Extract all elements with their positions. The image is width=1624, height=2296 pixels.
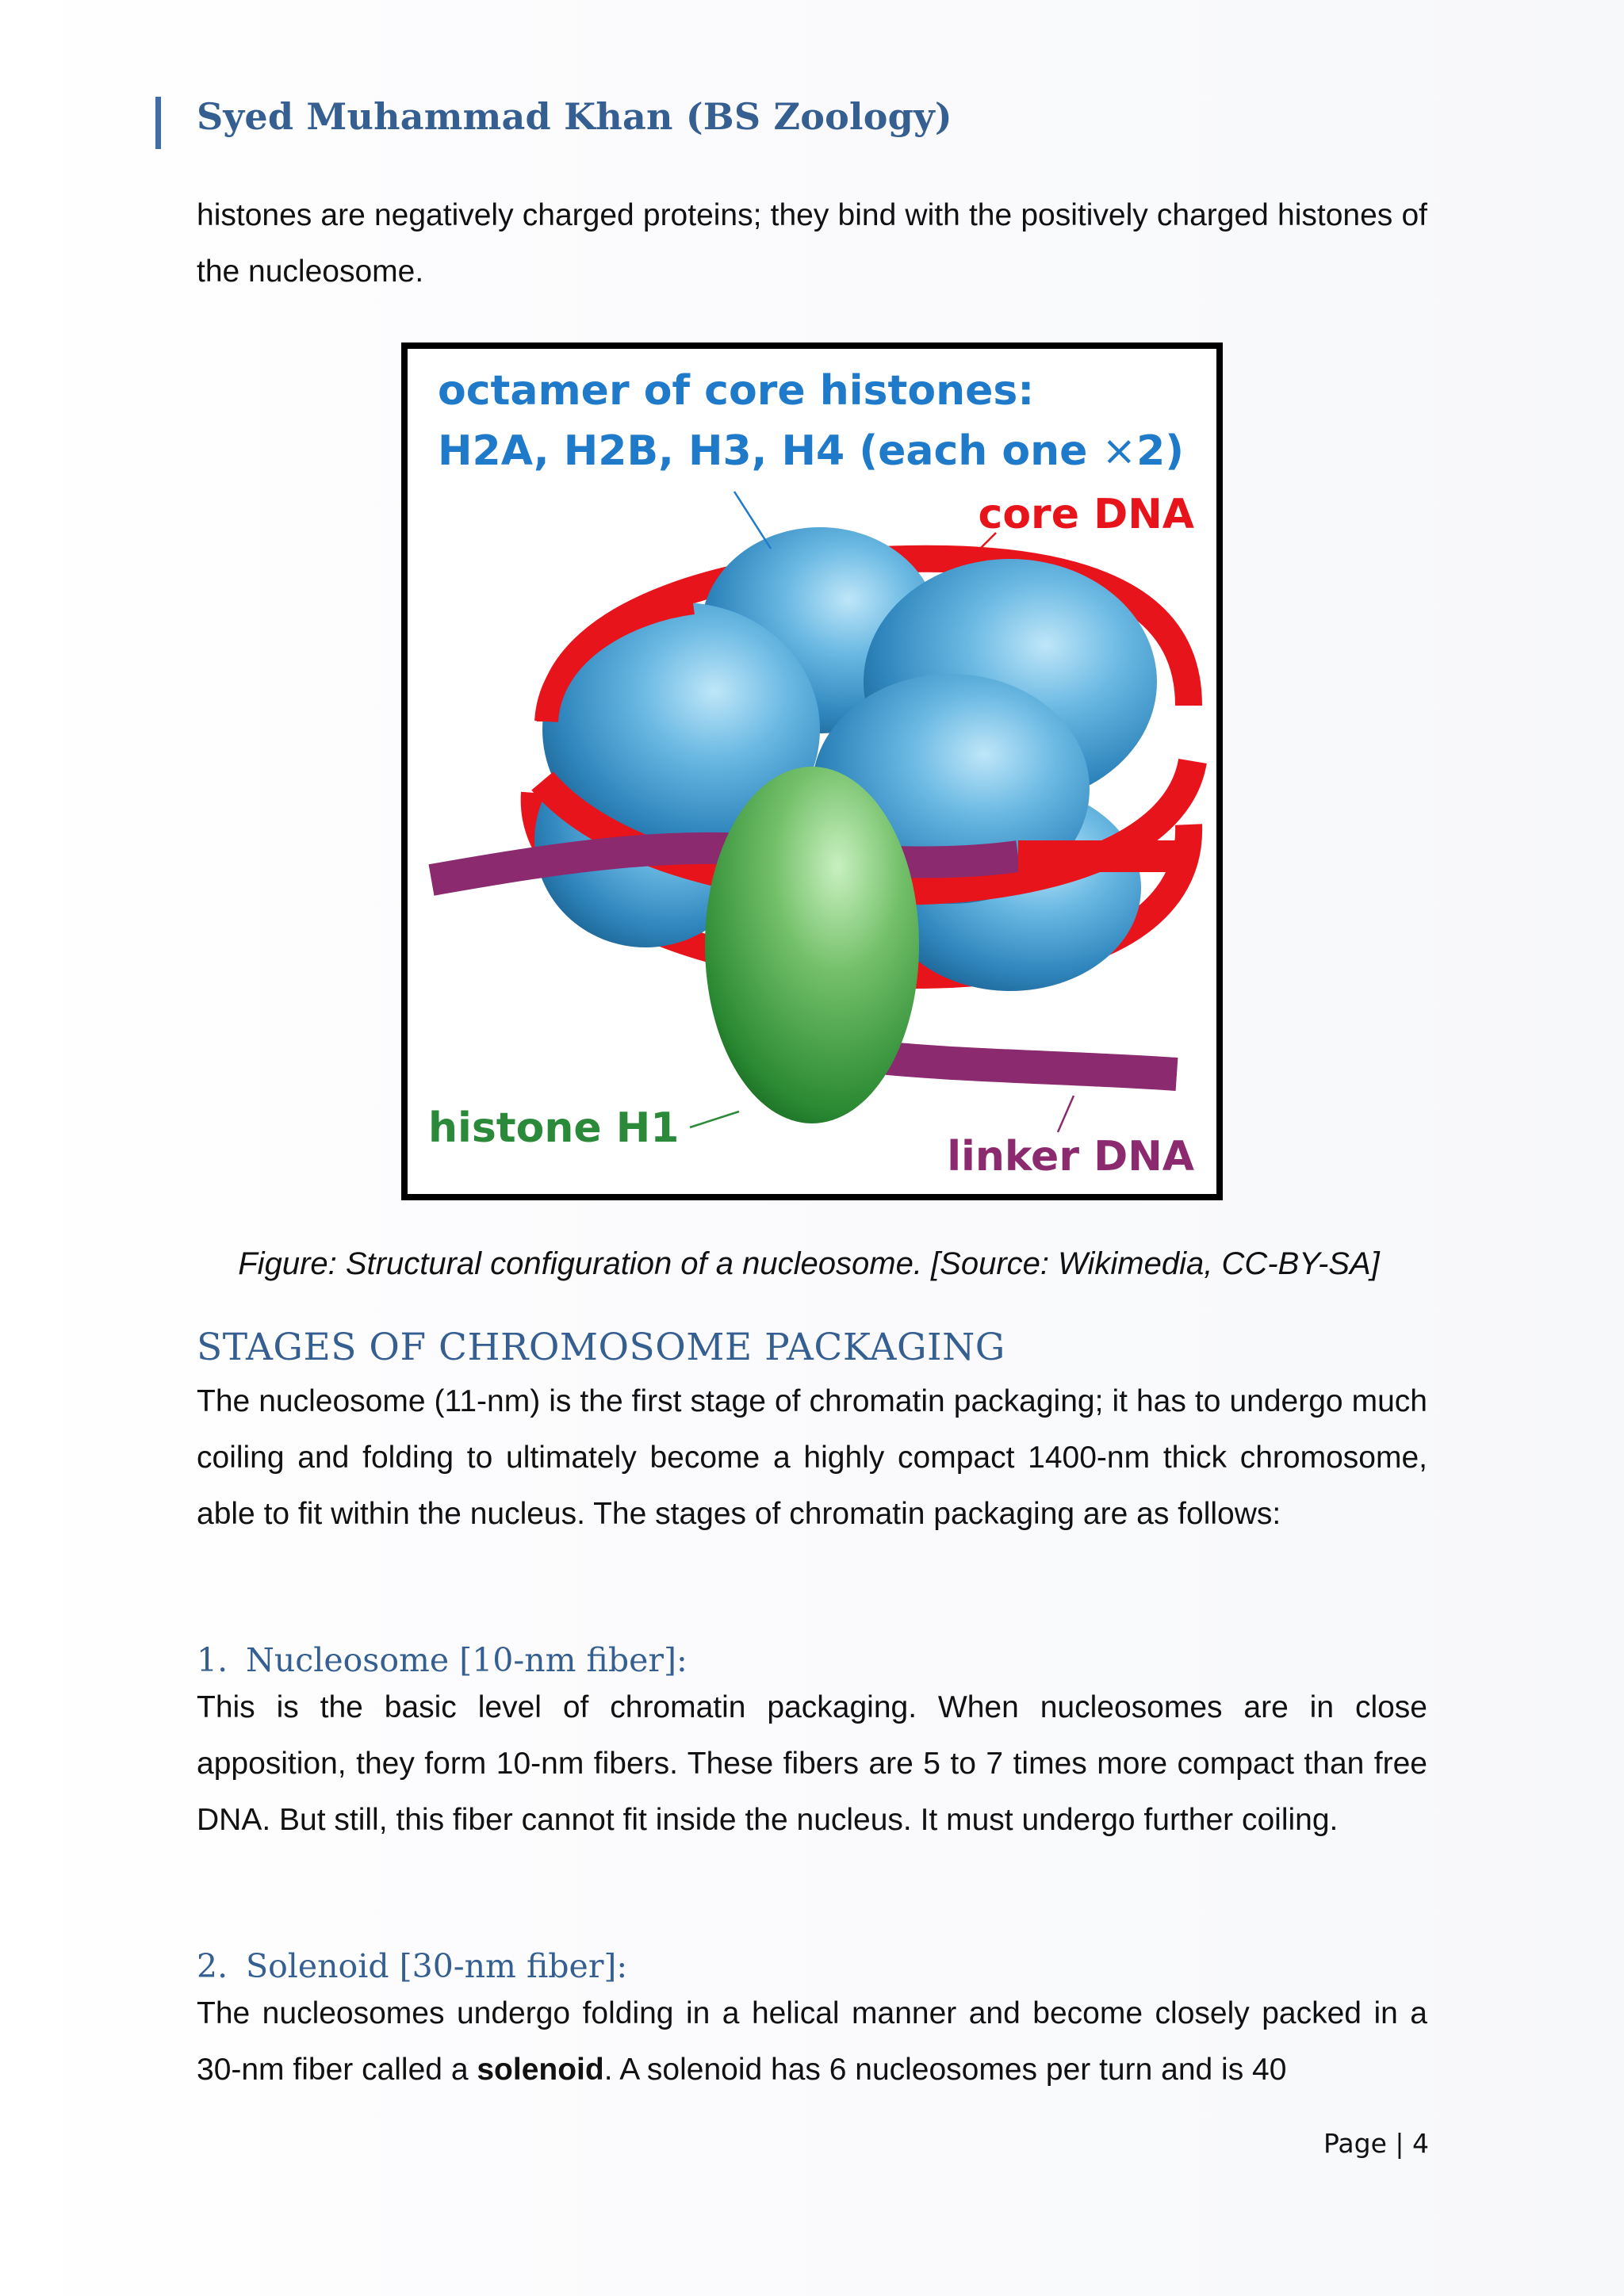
stage-2-text: The nucleosomes undergo folding in a helical manner and become closely packed in a 30-nm fiber called a <box>197 1996 1427 2087</box>
stage-1-heading <box>197 1641 688 1679</box>
stage-number: 2. <box>197 1947 228 1985</box>
core-dna-label: core DNA <box>978 491 1194 538</box>
solenoid-term: solenoid <box>477 2053 604 2087</box>
page-number: Page | 4 <box>1323 2128 1429 2159</box>
header-accent-bar <box>155 97 161 149</box>
section-intro-paragraph: The nucleosome (11-nm) is the first stage of chromatin packaging; it has to undergo much coiling and folding to ultimately become a highly compact 1400-nm thick chromosome, able to fit within the nucleus. The stages of chromatin packaging are as follows: <box>197 1384 1427 1531</box>
stage-2-text-end: . A solenoid has 6 nucleosomes per turn and is 40 <box>603 2053 1287 2087</box>
intro-paragraph: histones are negatively charged proteins; they bind with the positively charged histones of the nucleosome. <box>197 198 1427 289</box>
figure-caption: Figure: Structural configuration of a nucleosome. [Source: Wikimedia, CC-BY-SA] <box>238 1246 1380 1281</box>
stage-2-heading <box>197 1947 627 1985</box>
stage-1-paragraph: This is the basic level of chromatin packaging. When nucleosomes are in close apposition, they form 10-nm fibers. These fibers are 5 to 7 times more compact than free DNA. But still, this fiber cannot fit inside the nucleus. It must undergo further coiling. <box>197 1690 1427 1837</box>
nucleosome-illustration <box>408 349 1216 1194</box>
linker-dna-strand <box>852 1054 1177 1074</box>
stage-number: 1. <box>197 1641 228 1679</box>
section-heading: STAGES OF CHROMOSOME PACKAGING <box>197 1326 1005 1369</box>
stage-title: Nucleosome [10-nm fiber]: <box>246 1641 688 1679</box>
histone-h1-shape <box>705 767 919 1123</box>
histone-h1-label: histone H1 <box>428 1104 680 1152</box>
nucleosome-figure <box>401 342 1223 1200</box>
header-title: Syed Muhammad Khan (BS Zoology) <box>197 95 952 138</box>
stage-2-paragraph <box>197 1985 1427 2098</box>
stage-title: Solenoid [30-nm fiber]: <box>246 1947 628 1985</box>
octamer-label-line2: H2A, H2B, H3, H4 (each one ×2) <box>438 427 1185 475</box>
octamer-label-line1: octamer of core histones: <box>438 367 1035 415</box>
linker-dna-label: linker DNA <box>947 1133 1194 1181</box>
